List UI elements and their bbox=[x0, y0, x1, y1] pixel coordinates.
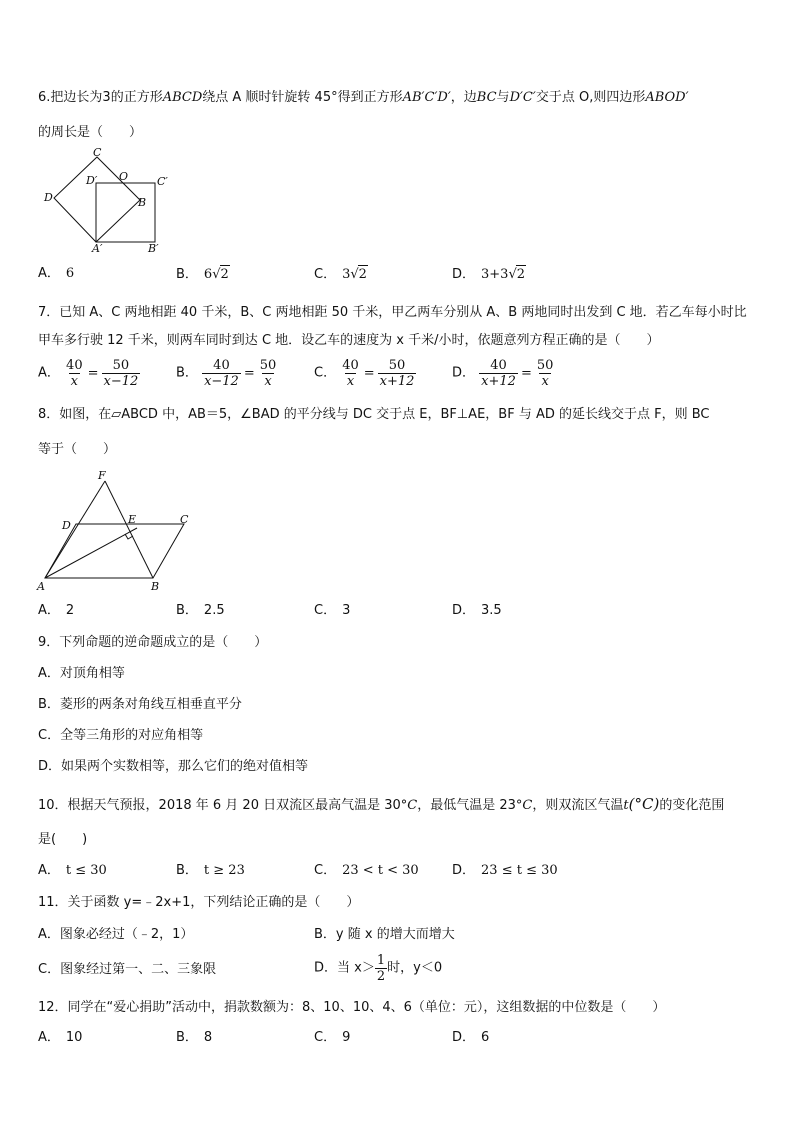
equals-sign: = bbox=[520, 365, 532, 381]
q12-option-c[interactable] bbox=[314, 1029, 350, 1047]
q7-stem-line2: 甲车多行驶 12 千米，则两车同时到达 C 地．设乙车的速度为 x 千米/小时，依题意列方程正确的是（ ） bbox=[38, 333, 660, 348]
option-radicand: 2 bbox=[358, 267, 367, 282]
option-text: 时，y＜0 bbox=[387, 960, 443, 976]
sqrt-icon: √ bbox=[212, 267, 221, 282]
q12-stem: 12．同学在“爱心捐助”活动中，捐款数额为：8、10、10、4、6（单位：元），这组数据的中位数是（ ） bbox=[38, 1000, 666, 1015]
q10-text: ，则双流区气温 bbox=[532, 798, 624, 813]
option-letter: C． bbox=[314, 1030, 337, 1045]
q6-label-d: D bbox=[44, 191, 53, 204]
denominator: x bbox=[541, 374, 549, 389]
q6-label-o: O bbox=[119, 170, 129, 183]
q11-option-d[interactable] bbox=[314, 953, 442, 984]
q6-option-d[interactable] bbox=[452, 265, 526, 284]
q8-label-a: A bbox=[37, 580, 45, 593]
numerator: 40 bbox=[490, 358, 507, 373]
q6-text: ，边 bbox=[450, 90, 477, 105]
option-letter: C． bbox=[314, 267, 337, 282]
q6-math: ABCD bbox=[162, 90, 203, 105]
equals-sign: = bbox=[87, 365, 99, 381]
q11-option-c[interactable]: C．图象经过第一、二、三象限 bbox=[38, 962, 217, 977]
q8-parallelogram bbox=[45, 524, 184, 578]
q10-stem-line2: 是( ) bbox=[38, 832, 88, 847]
q8-stem-line2: 等于（ ） bbox=[38, 442, 117, 457]
q7-option-c[interactable] bbox=[314, 358, 416, 389]
q8-option-a[interactable] bbox=[38, 602, 74, 620]
option-value: 10 bbox=[65, 1030, 83, 1045]
q7-option-b[interactable] bbox=[176, 358, 278, 389]
q10-math: (°C) bbox=[628, 795, 660, 813]
option-value: 23 < t < 30 bbox=[342, 863, 419, 878]
denominator: x bbox=[264, 374, 272, 389]
q10-stem-line1 bbox=[38, 795, 724, 815]
q7-option-a[interactable] bbox=[38, 358, 140, 389]
q8-label-e: E bbox=[128, 513, 137, 526]
option-value: 6 bbox=[203, 267, 213, 282]
denominator: x bbox=[70, 374, 78, 389]
q10-option-c[interactable] bbox=[314, 862, 419, 880]
q6-math: BC bbox=[476, 90, 497, 105]
q6-option-a[interactable] bbox=[38, 265, 74, 283]
q9-stem: 9．下列命题的逆命题成立的是（ ） bbox=[38, 635, 268, 650]
q6-figure bbox=[40, 148, 180, 253]
option-value: 3+3 bbox=[481, 267, 509, 282]
q9-option-c[interactable]: C．全等三角形的对应角相等 bbox=[38, 728, 204, 743]
q8-line-af bbox=[45, 481, 105, 578]
q6-text: 3 bbox=[102, 90, 111, 105]
q10-option-a[interactable] bbox=[38, 862, 107, 880]
option-letter: A． bbox=[38, 1030, 60, 1045]
denominator: x+12 bbox=[379, 374, 415, 389]
q12-option-b[interactable] bbox=[176, 1029, 212, 1047]
q6-text: 的正方形 bbox=[110, 90, 163, 105]
q11-option-a[interactable]: A．图象必经过（﹣2，1） bbox=[38, 927, 194, 942]
q6-text: 交于点 O,则四边形 bbox=[535, 90, 646, 105]
q10-option-b[interactable] bbox=[176, 862, 245, 880]
q6-label-a1: A′ bbox=[92, 242, 103, 253]
q11-option-b[interactable]: B．y 随 x 的增大而增大 bbox=[314, 927, 455, 942]
q9-option-d[interactable]: D．如果两个实数相等，那么它们的绝对值相等 bbox=[38, 759, 309, 774]
option-letter: A． bbox=[38, 266, 60, 281]
option-letter: A． bbox=[38, 863, 60, 878]
fraction bbox=[378, 358, 417, 389]
equals-sign: = bbox=[363, 365, 375, 381]
option-value: 8 bbox=[203, 1030, 213, 1045]
sqrt-icon: √ bbox=[350, 267, 359, 282]
denominator: x−12 bbox=[103, 374, 139, 389]
fraction bbox=[375, 953, 387, 984]
q8-figure bbox=[34, 468, 194, 593]
fraction bbox=[258, 358, 279, 389]
option-letter: B． bbox=[176, 1030, 198, 1045]
option-value: 6 bbox=[481, 1030, 490, 1045]
option-letter: A． bbox=[38, 365, 60, 381]
option-value: t ≤ 30 bbox=[65, 863, 107, 878]
q6-stem-line1 bbox=[38, 89, 689, 107]
option-letter: C． bbox=[314, 365, 337, 381]
option-letter: C． bbox=[314, 863, 337, 878]
q8-option-c[interactable] bbox=[314, 602, 350, 620]
q10-math: t bbox=[623, 798, 629, 813]
equals-sign: = bbox=[243, 365, 255, 381]
q6-math: D′C′ bbox=[509, 90, 536, 105]
q8-label-c: C bbox=[180, 513, 189, 526]
q10-text: 的变化范围 bbox=[659, 798, 725, 813]
q8-option-b[interactable] bbox=[176, 602, 225, 620]
fraction bbox=[340, 358, 361, 389]
q8-stem-line1: 8．如图，在▱ABCD 中，AB＝5，∠BAD 的平分线与 DC 交于点 E，BF⊥AE，BF 与 AD 的延长线交于点 F，则 BC bbox=[38, 407, 710, 422]
q9-option-b[interactable]: B．菱形的两条对角线互相垂直平分 bbox=[38, 697, 242, 712]
q6-option-b[interactable] bbox=[176, 265, 230, 284]
numerator: 50 bbox=[388, 358, 406, 373]
q8-label-b: B bbox=[151, 580, 160, 593]
option-letter: D． bbox=[452, 603, 476, 618]
option-value: 3 bbox=[342, 603, 351, 618]
numerator: 50 bbox=[536, 358, 554, 373]
q6-label-b: B bbox=[138, 196, 147, 209]
option-value: 3 bbox=[342, 267, 351, 282]
q10-math: °C bbox=[515, 798, 533, 813]
q6-math: ABOD′ bbox=[645, 90, 689, 105]
q12-option-a[interactable] bbox=[38, 1029, 82, 1047]
sqrt-icon: √ bbox=[508, 267, 517, 282]
numerator: 50 bbox=[112, 358, 130, 373]
denominator: x+12 bbox=[481, 374, 516, 389]
numerator: 40 bbox=[213, 358, 230, 373]
fraction bbox=[535, 358, 556, 389]
option-letter: B． bbox=[176, 603, 198, 618]
option-value: 6 bbox=[65, 266, 75, 281]
q11-stem: 11．关于函数 y=﹣2x+1，下列结论正确的是（ ） bbox=[38, 895, 360, 910]
option-value: 2 bbox=[65, 603, 75, 618]
q10-text: 10．根据天气预报，2018 年 6 月 20 日双流区最高气温是 30 bbox=[38, 798, 401, 813]
option-letter: D． bbox=[452, 267, 476, 282]
option-letter: D． bbox=[452, 863, 476, 878]
option-radicand: 2 bbox=[516, 267, 526, 282]
fraction bbox=[102, 358, 141, 389]
q6-text: 6.把边长为 bbox=[38, 90, 103, 105]
option-value: 9 bbox=[342, 1030, 351, 1045]
denominator: x−12 bbox=[204, 374, 239, 389]
option-value: 2.5 bbox=[203, 603, 225, 618]
numerator: 40 bbox=[66, 358, 83, 373]
q6-stem-line2: 的周长是（ ） bbox=[38, 125, 143, 140]
q6-option-c[interactable] bbox=[314, 265, 368, 284]
numerator: 50 bbox=[259, 358, 277, 373]
option-value: 23 ≤ t ≤ 30 bbox=[481, 863, 558, 878]
q6-text: 与 bbox=[496, 90, 510, 105]
numerator: 40 bbox=[342, 358, 359, 373]
denominator: 2 bbox=[376, 969, 386, 984]
q8-option-d[interactable] bbox=[452, 602, 502, 620]
q8-line-bf bbox=[105, 481, 153, 578]
q6-label-c: C bbox=[93, 148, 102, 159]
q7-stem-line1: 7．已知 A、C 两地相距 40 千米，B、C 两地相距 50 千米，甲乙两车分别从 A、B 两地同时出发到 C 地．若乙车每小时比 bbox=[38, 305, 747, 320]
denominator: x bbox=[346, 374, 355, 389]
option-letter: B． bbox=[176, 365, 198, 381]
q6-text: 绕点 A 顺时针旋转 45°得到正方形 bbox=[202, 90, 403, 105]
fraction bbox=[479, 358, 518, 389]
option-value: 3.5 bbox=[481, 603, 502, 618]
option-letter: A． bbox=[38, 603, 60, 618]
option-letter: B． bbox=[176, 267, 198, 282]
option-radicand: 2 bbox=[220, 267, 229, 282]
option-text: D．当 x＞ bbox=[314, 960, 375, 976]
q6-label-b1: B′ bbox=[148, 242, 159, 253]
numerator: 1 bbox=[376, 953, 386, 968]
option-letter: C． bbox=[314, 603, 337, 618]
q12-option-d[interactable] bbox=[452, 1029, 489, 1047]
q9-option-a[interactable]: A．对顶角相等 bbox=[38, 666, 125, 681]
q8-label-d: D bbox=[62, 519, 71, 532]
q6-math: AB′C′D′ bbox=[402, 90, 451, 105]
q8-label-f: F bbox=[98, 469, 106, 482]
q6-label-d1: D′ bbox=[86, 174, 98, 187]
option-value: t ≥ 23 bbox=[203, 863, 245, 878]
q10-text: ，最低气温是 23 bbox=[417, 798, 516, 813]
q6-label-c1: C′ bbox=[157, 175, 168, 188]
q10-option-d[interactable] bbox=[452, 862, 558, 880]
option-letter: D． bbox=[452, 365, 476, 381]
q7-option-d[interactable] bbox=[452, 358, 555, 389]
fraction bbox=[64, 358, 85, 389]
fraction bbox=[202, 358, 241, 389]
q10-math: °C bbox=[400, 798, 418, 813]
option-letter: B． bbox=[176, 863, 198, 878]
option-letter: D． bbox=[452, 1030, 476, 1045]
